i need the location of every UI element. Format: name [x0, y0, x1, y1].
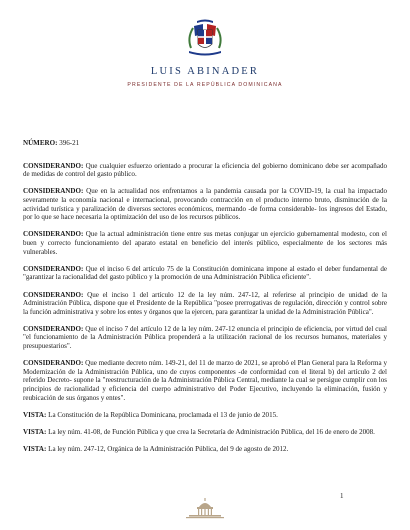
- decree-number-label: NÚMERO:: [23, 139, 58, 147]
- paragraph-keyword: CONSIDERANDO:: [23, 161, 84, 170]
- paragraph-text: Que cualquier esfuerzo orientado a procurar la eficiencia del gobierno dominicano debe ser acompañado de medidas de control del gasto público.: [23, 161, 388, 179]
- paragraph-text: Que en la actualidad nos enfrentamos a la pandemia causada por la COVID-19, la cual ha impactado severamente la economía nacional e internacional, provocando contracción en el producto interno bruto, disminución de la actividad turística y paralización de diversos sectores económicos, mermando -de forma considerable- los ingresos del Estado, por lo que se hace necesaria la optimización del uso de los recursos públicos.: [23, 187, 387, 222]
- paragraph-keyword: CONSIDERANDO:: [23, 187, 84, 196]
- paragraph-keyword: VISTA:: [23, 428, 47, 436]
- paragraph: [23, 291, 387, 317]
- palace-dome-icon: [185, 497, 225, 519]
- paragraph-text: Que el inciso 6 del artículo 75 de la Constitución dominicana impone al estado el deber fundamental de "garantizar la racionalidad del gasto público y la promoción de una Administración Pública eficiente".: [23, 264, 387, 282]
- paragraph-keyword: CONSIDERANDO:: [23, 324, 84, 333]
- president-title: PRESIDENTE DE LA REPÚBLICA DOMINICANA: [127, 82, 283, 88]
- paragraph-text: La ley núm. 41-08, de Función Pública y que crea la Secretaría de Administración Pública, del 16 de enero de 2008.: [48, 428, 375, 436]
- decree-number: [23, 139, 387, 148]
- paragraph-keyword: VISTA:: [23, 445, 47, 454]
- paragraph-text: Que el inciso 1 del artículo 12 de la ley núm. 247-12, al referirse al principio de unidad de la Administración Pública, dispone que el Presidente de la República "posee prerrogativas de regulación, dirección y control sobre la función administrativa y sobre los entes y órganos que la ejercen, para garantizar la unidad de la Administración Pública".: [23, 290, 387, 316]
- decree-body: [23, 139, 387, 462]
- paragraph-keyword: CONSIDERANDO:: [23, 359, 84, 368]
- paragraph: [23, 411, 387, 420]
- coat-of-arms-seal: [183, 18, 227, 58]
- paragraph: [23, 265, 387, 282]
- paragraph-keyword: CONSIDERANDO:: [23, 290, 84, 299]
- paragraph-text: Que el inciso 7 del artículo 12 de la ley núm. 247-12 enuncia el principio de eficiencia, por virtud del cual "el funcionamiento de la Administración Pública propenderá a la utilización racional de los recursos humanos, materiales y presupuestarios".: [23, 324, 387, 351]
- paragraph-text: Que mediante decreto núm. 149-21, del 11 de marzo de 2021, se aprobó el Plan General para la Reforma y Modernización de la Administración Pública, uno de cuyos componentes -de conformidad con el literal b) del artículo 2 del referido Decreto- supone la "reestructuración de la Administración Pública Central, mediante la cual se persigue cumplir con los principios de racionalidad y eficiencia del cuerpo administrativo del Poder Ejecutivo, incluyendo la eliminación, fusión y reubicación de sus órganos y entes".: [23, 359, 387, 402]
- decree-number-value: 396-21: [59, 139, 80, 147]
- paragraph-text: La Constitución de la República Dominicana, proclamada el 13 de junio de 2015.: [48, 410, 278, 419]
- paragraph: [23, 445, 387, 454]
- paragraph: [23, 325, 387, 351]
- paragraph-keyword: VISTA:: [23, 410, 47, 419]
- paragraph: [23, 230, 387, 256]
- paragraph: [23, 359, 387, 402]
- page-number: 1: [340, 492, 344, 500]
- president-name: LUIS ABINADER: [150, 66, 260, 77]
- paragraph-keyword: CONSIDERANDO:: [23, 264, 84, 273]
- paragraph-keyword: CONSIDERANDO:: [23, 230, 84, 239]
- paragraph-text: Que la actual administración tiene entre sus metas conjugar un ejercicio gubernamental modesto, con el buen y correcto funcionamiento del aparato estatal en beneficio del interés público, especialmente de los sectores más vulnerables.: [23, 230, 387, 256]
- paragraph: [23, 428, 387, 437]
- paragraph: [23, 162, 387, 179]
- paragraph-text: La ley núm. 247-12, Orgánica de la Administración Pública, del 9 de agosto de 2012.: [48, 445, 289, 454]
- paragraph: [23, 187, 387, 221]
